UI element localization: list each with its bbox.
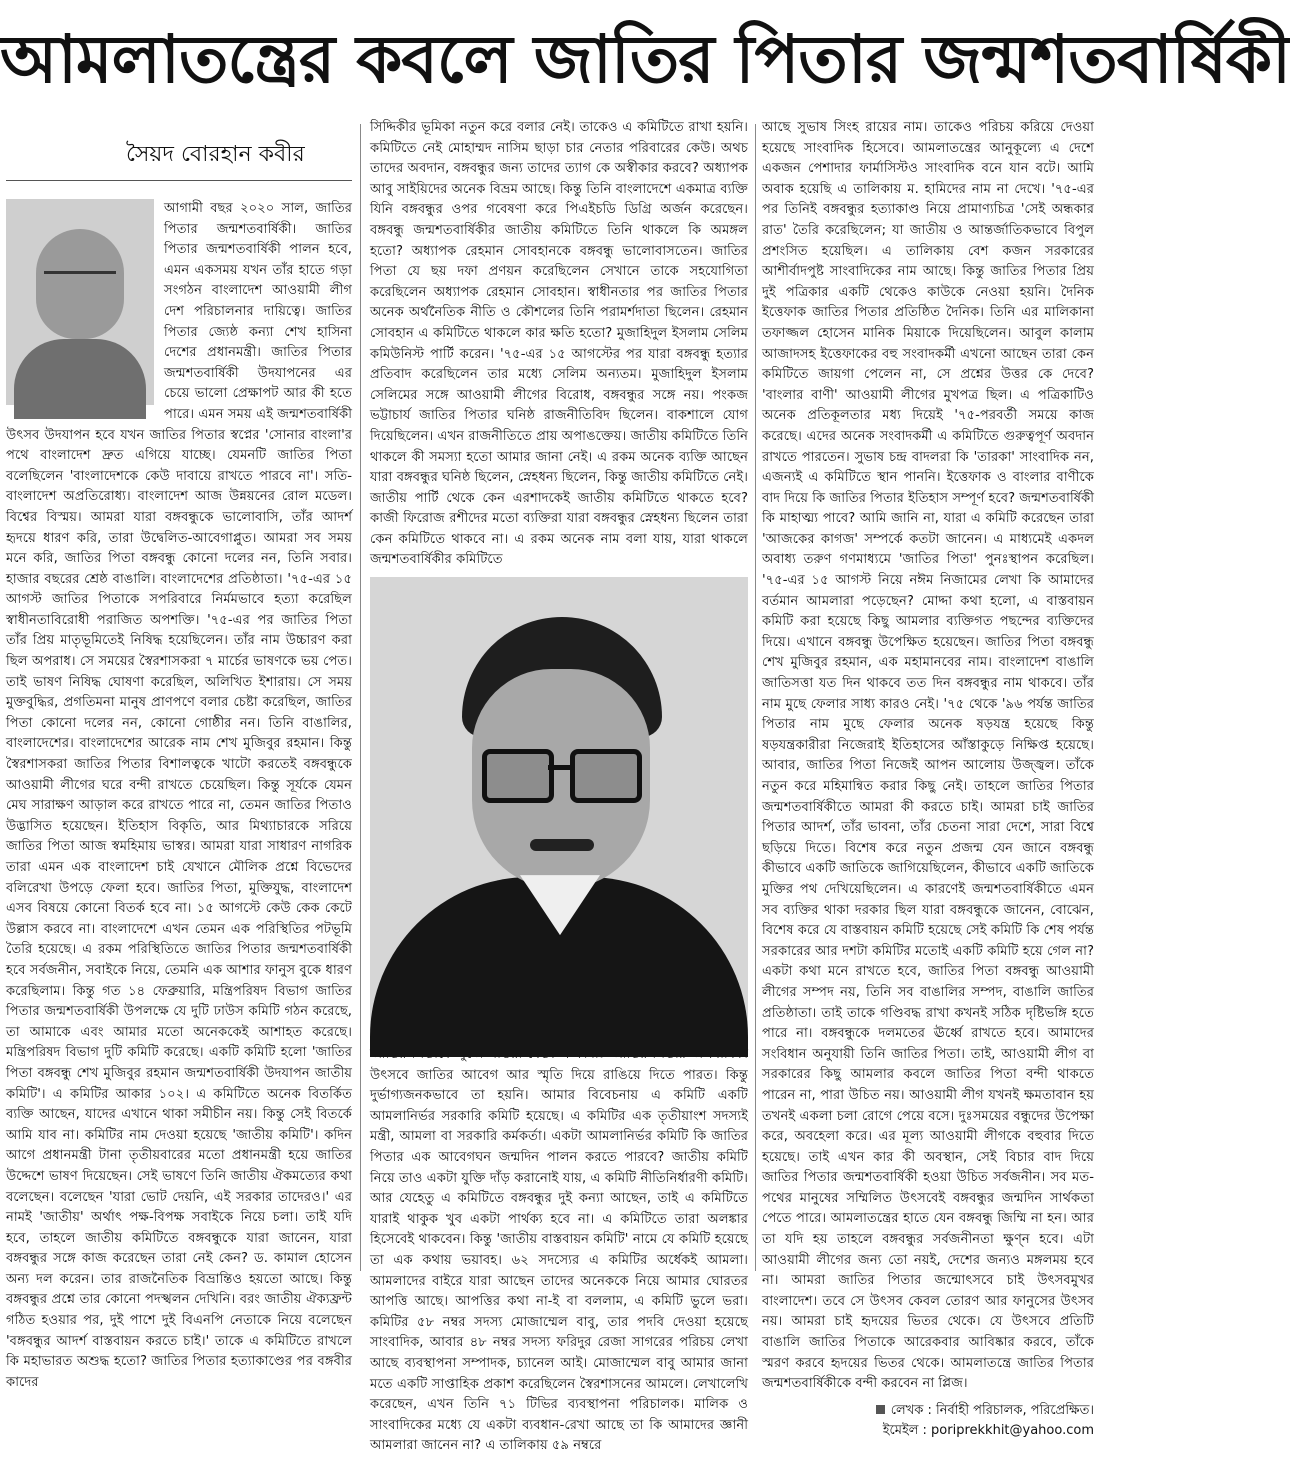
- author-designation: লেখক : নির্বাহী পরিচালক, পরিপ্রেক্ষিত।: [890, 1402, 1094, 1418]
- bangabandhu-photo: [370, 577, 748, 1037]
- author-photo: [6, 199, 154, 405]
- column-3: [762, 118, 1094, 1438]
- article-text: আগামী বছর ২০২০ সাল, জাতির পিতার জন্মশতবার্ষিকী। জাতির পিতার জন্মশতবার্ষিকী পালন হবে, এমন একসময় যখন তাঁর হাতে গড়া সংগঠন বাংলাদেশ আওয়ামী লীগ দেশ পরিচালনার দায়িত্বে। জাতির পিতার জ্যেষ্ঠ কন্যা শেখ হাসিনা দেশের প্রধানমন্ত্রী। জাতির পিতার জন্মশতবার্ষিকী উদযাপনের এর চেয়ে ভালো প্রেক্ষাপট আর কী হতে পারে। এমন সময় এই জন্মশতবার্ষিকী উৎসব উদযাপন হবে যখন জাতির পিতার স্বপ্নের 'সোনার বাংলা'র পথে বাংলাদেশ দ্রুত এগিয়ে যাচ্ছে। যেমনটি জাতির পিতা বলেছিলেন 'বাংলাদেশকে কেউ দাবায়ে রাখতে পারবে না'। সতি- বাংলাদেশ অপ্রতিরোধ্য। বাংলাদেশ আজ উন্নয়নের রোল মডেল। বিশ্বের বিস্ময়। আমরা যারা বঙ্গবন্ধুকে ভালোবাসি, তাঁর আদর্শ হৃদয়ে ধারণ করি, তারা উদ্বেলিত-আবেগাপ্লুত। আমরা সব সময় মনে করি, জাতির পিতা বঙ্গবন্ধু কোনো দলের নন, তিনি সবার। হাজার বছরের শ্রেষ্ঠ বাঙালি। বাংলাদেশের প্রতিষ্ঠাতা। '৭৫-এর ১৫ আগস্ট জাতির পিতাকে সপরিবারে নির্মমভাবে হত্যা করেছিল স্বাধীনতাবিরোধী পরাজিত অপশক্তি। '৭৫-এর পর জাতির পিতা তাঁর প্রিয় মাতৃভূমিতেই নিষিদ্ধ হয়েছিলেন। তাঁর নাম উচ্চারণ করা ছিল অপরাধ। সে সময়ের স্বৈরশাসকরা ৭ মার্চের ভাষণকে ভয় পেত। তাই ভাষণ নিষিদ্ধ ঘোষণা করেছিল, অলিখিত ইশারায়। সে সময় মুক্তবুদ্ধির, প্রগতিমনা মানুষ প্রাণপণে বলার চেষ্টা করেছিল, জাতির পিতা কোনো দলের নন, কোনো গোষ্ঠীর নন। তিনি বাঙালির, বাংলাদেশের। বাংলাদেশের আরেক নাম শেখ মুজিবুর রহমান। কিন্তু স্বৈরশাসকরা জাতির পিতার বিশালত্বকে খাটো করতেই বঙ্গবন্ধুকে আওয়ামী লীগের ঘরে বন্দী রাখতে চেয়েছিল। কিন্তু সূর্যকে যেমন মেঘ সারাক্ষণ আড়াল করে রাখতে পারে না, তেমন জাতির পিতাও উদ্ভাসিত হয়েছেন। ইতিহাস বিকৃতি, আর মিথ্যাচারকে সরিয়ে জাতির পিতা আজ স্বমহিমায় ভাস্বর। আমরা যারা সাধারণ নাগরিক তারা এমন এক বাংলাদেশ চাই যেখানে মৌলিক প্রশ্নে বিভেদের বলিরেখা উপড়ে ফেলা হবে। জাতির পিতা, মুক্তিযুদ্ধ, বাংলাদেশ এসব বিষয়ে কোনো বিতর্ক হবে না। ১৫ আগস্টে কেউ কেক কেটে উল্লাস করবে না। বাংলাদেশে এখন তেমন এক পরিস্থিতির পটভূমি তৈরি হয়েছে। এ রকম পরিস্থিতিতে জাতির পিতার জন্মশতবার্ষিকী হবে সর্বজনীন, সবাইকে নিয়ে, তেমনি এক আশার ফানুস বুকে ধারণ করেছিলাম। কিন্তু গত ১৪ ফেব্রুয়ারি, মন্ত্রিপরিষদ বিভাগ জাতির পিতার জন্মশতবার্ষিকী উপলক্ষে যে দুটি ঢাউস কমিটি গঠন করেছে, তা আমাকে এবং আমার মতো অনেককেই আশাহত করেছে। মন্ত্রিপরিষদ বিভাগ দুটি কমিটি করেছে। একটি কমিটি হলো 'জাতির পিতা বঙ্গবন্ধু শেখ মুজিবুর রহমান জন্মশতবার্ষিকী উদযাপন জাতীয় কমিটি'। এ কমিটির আকার ১০২। এ কমিটিতে অনেক বিতর্কিত ব্যক্তি আছেন, যাদের এখানে থাকা সমীচীন নয়। কিন্তু সেই বিতর্কে আমি যাব না। কমিটির নাম দেওয়া হয়েছে 'জাতীয় কমিটি'। কদিন আগে প্রধানমন্ত্রী টানা তৃতীয়বারের মতো প্রধানমন্ত্রী হয়ে জাতির উদ্দেশে ভাষণ দিয়েছেন। সেই ভাষণে তিনি জাতীয় ঐকমত্যের কথা বলেছেন। বলেছেন 'যারা ভোট দেয়নি, এই সরকার তাদেরও।' এর নামই 'জাতীয়' অর্থাৎ পক্ষ-বিপক্ষ সবাইকে নিয়ে চলা। তাই যদি হবে, তাহলে জাতীয় কমিটিতে বঙ্গবন্ধুকে যারা জানেন, যারা বঙ্গবন্ধুর সঙ্গে কাজ করেছেন তারা নেই কেন? ড. কামাল হোসেন অন্য দল করেন। তার রাজনৈতিক বিভ্রান্তিও হয়তো আছে। কিন্তু বঙ্গবন্ধুর প্রশ্নে তার কোনো পদস্খলন দেখিনি। বরং জাতীয় ঐক্যফ্রন্ট গঠিত হওয়ার পর, দুই পাশে দুই বিএনপি নেতাকে নিয়ে বলেছেন 'বঙ্গবন্ধুর আদর্শ বাস্তবায়ন করতে চাই।' তাকে এ কমিটিতে রাখলে কি মহাভারত অশুদ্ধ হতো? জাতির পিতার হত্যাকাণ্ডের পর বঙ্গবীর কাদের: [6, 201, 352, 1390]
- byline: সৈয়দ বোরহান কবীর: [6, 118, 352, 181]
- column-rule: [755, 124, 756, 1271]
- author-email: ইমেইল : poriprekkhit@yahoo.com: [882, 1422, 1094, 1438]
- column-rule: [360, 124, 361, 1271]
- article-text: সিদ্দিকীর ভূমিকা নতুন করে বলার নেই। তাকেও এ কমিটিতে রাখা হয়নি। কমিটিতে নেই মোহাম্মদ নাসিম ছাড়া চার নেতার পরিবারের কেউ। অথচ তাদের অবদান, বঙ্গবন্ধুর জন্য তাদের ত্যাগ কে অস্বীকার করবে? অধ্যাপক আবু সাইয়িদের অনেক বিভ্রম আছে। কিন্তু তিনি বাংলাদেশে একমাত্র ব্যক্তি যিনি বঙ্গবন্ধুর ওপর গবেষণা করে পিএইচডি ডিগ্রি অর্জন করেছেন। বঙ্গবন্ধু জন্মশতবার্ষিকীর জাতীয় কমিটিতে তিনি থাকলে কি অমঙ্গল হতো? অধ্যাপক রেহমান সোবহানকে বঙ্গবন্ধু ভালোবাসতেন। জাতির পিতা যে ছয় দফা প্রণয়ন করেছিলেন সেখানে তাকে সহযোগিতা করেছিলেন অধ্যাপক রেহমান সোবহান। স্বাধীনতার পর জাতির পিতার অনেক অর্থনৈতিক নীতি ও কৌশলের তিনি পরামর্শদাতা ছিলেন। রেহমান সোবহান এ কমিটিতে থাকলে কার ক্ষতি হতো? মুজাহিদুল ইসলাম সেলিম কমিউনিস্ট পার্টি করেন। '৭৫-এর ১৫ আগস্টের পর যারা বঙ্গবন্ধু হত্যার প্রতিবাদ করেছিলেন তার মধ্যে সেলিম অন্যতম। মুজাহিদুল ইসলাম সেলিমের সঙ্গে আওয়ামী লীগের বিরোধ, বঙ্গবন্ধুর সঙ্গে নয়। পংকজ ভট্টাচার্য জাতির পিতার ঘনিষ্ঠ রাজনীতিবিদ ছিলেন। বাকশালে যোগ দিয়েছিলেন। এখন রাজনীতিতে প্রায় অপাঙক্তেয়। জাতীয় কমিটিতে তিনি থাকলে কী সমস্যা হতো আমার জানা নেই। এ রকম অনেক ব্যক্তি আছেন যারা বঙ্গবন্ধুর ঘনিষ্ঠ ছিলেন, স্নেহধন্য ছিলেন, কিন্তু জাতীয় কমিটিতে নেই। জাতীয় পার্টি থেকে কেন এরশাদকেই জাতীয় কমিটিতে থাকতে হবে? কাজী ফিরোজ রশীদের মতো ব্যক্তিরা যারা বঙ্গবন্ধুর স্নেহধন্য ছিলেন তারা কেন কমিটিতে থাকবে না। এ রকম অনেক নাম বলা যায়, যারা থাকলে জন্মশতবার্ষিকীর কমিটিতে: [370, 120, 748, 568]
- bullet-square-icon: [876, 1405, 885, 1414]
- author-footer: [762, 1401, 1094, 1441]
- column-2: [370, 118, 748, 1454]
- article-text: আছে সুভাষ সিংহ রায়ের নাম। তাকেও পরিচয় করিয়ে দেওয়া হয়েছে সাংবাদিক হিসেবে। আমলাতন্ত্রের আনুকূল্যে এ দেশে একজন পেশাদার ফার্মাসিস্টও সাংবাদিক বনে যান বটে। আমি অবাক হয়েছি এ তালিকায় ম. হামিদের নাম না দেখে। '৭৫-এর পর তিনিই বঙ্গবন্ধুর হত্যাকাণ্ড নিয়ে প্রামাণ্যচিত্র 'সেই অন্ধকার রাত' তৈরি করেছিলেন; যা জাতীয় ও আন্তর্জাতিকভাবে বিপুল প্রশংসিত হয়েছিল। এ তালিকায় বেশ কজন সরকারের আশীর্বাদপুষ্ট সাংবাদিকের নাম আছে। কিন্তু জাতির পিতার প্রিয় দুই পত্রিকার একটি থেকেও কাউকে নেওয়া হয়নি। দৈনিক ইত্তেফাক জাতির পিতার প্রতিষ্ঠিত দৈনিক। তিনি এর মালিকানা তফাজ্জল হোসেন মানিক মিয়াকে দিয়েছিলেন। আবুল কালাম আজাদসহ ইত্তেফাকের বহু সংবাদকর্মী এখনো আছেন তারা কেন কমিটিতে জায়গা পেলেন না, সে প্রশ্নের উত্তর কে দেবে? 'বাংলার বাণী' আওয়ামী লীগের মুখপত্র ছিল। এ পত্রিকাটিও অনেক প্রতিকূলতার মধ্য দিয়েই '৭৫-পরবর্তী সময়ে কাজ করেছে। এদের অনেক সংবাদকর্মী এ কমিটিতে গুরুত্বপূর্ণ অবদান রাখতে পারতেন। সুভাষ চন্দ্র বাদলরা কি 'তারকা' সাংবাদিক নন, এজন্যই এ কমিটিতে স্থান পাননি। ইত্তেফাক ও বাংলার বাণীকে বাদ দিয়ে কি জাতির পিতার ইতিহাস সম্পূর্ণ হবে? জন্মশতবার্ষিকী কি মাহাত্ম্য পাবে? আমি জানি না, যারা এ কমিটি করেছেন তারা 'আজকের কাগজ' সম্পর্কে কতটা জানেন। এ মাধ্যমেই একদল অবাধ্য তরুণ গণমাধ্যমে 'জাতির পিতা' পুনঃস্থাপন করেছিল। '৭৫-এর ১৫ আগস্ট নিয়ে নঈম নিজামের লেখা কি আমাদের বর্তমান আমলারা পড়েছেন? মোদ্দা কথা হলো, এ বাস্তবায়ন কমিটি করা হয়েছে কিছু আমলার ব্যক্তিগত পছন্দের ব্যক্তিদের দিয়ে। এখানে বঙ্গবন্ধু উপেক্ষিত হয়েছেন। জাতির পিতা বঙ্গবন্ধু শেখ মুজিবুর রহমান, এক মহামানবের নাম। বাংলাদেশ বাঙালি জাতিসত্তা যত দিন থাকবে তত দিন বঙ্গবন্ধুর নাম থাকবে। তাঁর নাম মুছে ফেলার সাধ্য কারও নেই। '৭৫ থেকে '৯৬ পর্যন্ত জাতির পিতার নাম মুছে ফেলার অনেক ষড়যন্ত্র হয়েছে কিন্তু ষড়যন্ত্রকারীরা নিজেরাই ইতিহাসের আঁস্তাকুড়ে নিক্ষিপ্ত হয়েছে। আবার, জাতির পিতা নিজেই আপন আলোয় উজ্জ্বল। তাঁকে নতুন করে মহিমান্বিত করার কিছু নেই। তাহলে জাতির পিতার জন্মশতবার্ষিকীতে আমরা কী করতে চাই। আমরা চাই জাতির পিতার আদর্শ, তাঁর ভাবনা, তাঁর চেতনা সারা দেশে, সারা বিশ্বে ছড়িয়ে দিতে। বিশেষ করে নতুন প্রজন্ম যেন জানে বঙ্গবন্ধু কীভাবে একটি জাতিকে জাগিয়েছিলেন, কীভাবে একটি জাতিকে মুক্তির পথ দেখিয়েছিলেন। এ কারণেই জন্মশতবার্ষিকীতে এমন সব ব্যক্তির থাকা দরকার ছিল যারা বঙ্গবন্ধুকে জানেন, বোঝেন, বিশেষ করে যে বাস্তবায়ন কমিটি হয়েছে সেই কমিটি কি শেষ পর্যন্ত সরকারের আর দশটা কমিটির মতোই একটি কমিটি হয়ে গেল না? একটা কথা মনে রাখতে হবে, জাতির পিতা বঙ্গবন্ধু আওয়ামী লীগের সম্পদ নয়, তিনি সব বাঙালির সম্পদ, বাঙালি জাতির প্রতিষ্ঠাতা। তাই তাকে গণ্ডিবদ্ধ রাখা কখনই সঠিক দৃষ্টিভঙ্গি হতে পারে না। বঙ্গবন্ধুকে দলমতের ঊর্ধ্বে রাখতে হবে। আমাদের সংবিধান অনুযায়ী তিনি জাতির পিতা। তাই, আওয়ামী লীগ বা সরকারের কিছু আমলার কবলে জাতির পিতা বন্দী থাকতে পারেন না, পারা উচিত নয়। আওয়ামী লীগ যখনই ক্ষমতাবান হয় তখনই একলা চলা রোগে পেয়ে বসে। দুঃসময়ের বন্ধুদের উপেক্ষা করে, অবহেলা করে। এর মূল্য আওয়ামী লীগকে বহুবার দিতে হয়েছে। তাই এখন কার কী অবস্থান, সেই বিচার বাদ দিয়ে জাতির পিতার জন্মশতবার্ষিকী হওয়া উচিত সর্বজনীন। সব মত-পথের মানুষের সম্মিলিত উৎসবেই বঙ্গবন্ধুর জন্মদিন সার্থকতা পেতে পারে। আমলাতন্ত্রের হাতে যেন বঙ্গবন্ধু জিম্মি না হন। আর তা যদি হয় তাহলে বঙ্গবন্ধুর সর্বজনীনতা ক্ষুণ্ন হবে। এটা আওয়ামী লীগের জন্য তো নয়ই, দেশের জন্যও মঙ্গলময় হবে না। আমরা জাতির পিতার জন্মোৎসবে চাই উৎসবমুখর বাংলাদেশ। তবে সে উৎসব কেবল তোরণ আর ফানুসের উৎসব নয়। আমরা চাই হৃদয়ের ভিতর থেকে। যে উৎসবে প্রতিটি বাঙালি জাতির পিতাকে আরেকবার আবিষ্কার করবে, তাঁকে স্মরণ করবে হৃদয়ের ভিতর থেকে। আমলাতন্ত্রে জাতির পিতার জন্মশতবার্ষিকীকে বন্দী করবেন না প্লিজ।: [762, 120, 1094, 1392]
- column-1: [6, 118, 352, 1390]
- headline: আমলাতন্ত্রের কবলে জাতির পিতার জন্মশতবার্ষিকী: [0, 21, 1290, 98]
- article-text: উৎসবে জাতির আবেগ আর স্মৃতি দিয়ে রাঙিয়ে দিতে পারত। কিন্তু দুর্ভাগ্যজনকভাবে তা হয়নি। আমার বিবেচনায় এ কমিটি একটি আমলানির্ভর সরকারি কমিটি হয়েছে। এ কমিটির এক তৃতীয়াংশ সদস্যই মন্ত্রী, আমলা বা সরকারি কর্মকর্তা। একটা আমলানির্ভর কমিটি কি জাতির পিতার এক আবেগঘন জন্মদিন পালন করতে পারবে? জাতীয় কমিটি নিয়ে তাও একটা যুক্তি দাঁড় করানোই যায়, এ কমিটি নীতিনির্ধারণী কমিটি। আর যেহেতু এ কমিটিতে বঙ্গবন্ধুর দুই কন্যা আছেন, তাই এ কমিটিতে যারাই থাকুক খুব একটা পার্থক্য হবে না। এ কমিটিতে তারা অলঙ্কার হিসেবেই থাকবেন। কিন্তু 'জাতীয় বাস্তবায়ন কমিটি' নামে যে কমিটি হয়েছে তা এক কথায় ভয়াবহ। ৬২ সদস্যের এ কমিটির অর্ধেকই আমলা। আমলাদের বাইরে যারা আছেন তাদের অনেককে নিয়ে আমার ঘোরতর আপত্তি আছে। আপত্তির কথা না-ই বা বললাম, এ কমিটি ভুলে ভরা। কমিটির ৫৮ নম্বর সদস্য মোজাম্মেল বাবু, তার পদবি দেওয়া হয়েছে সাংবাদিক, আবার ৪৮ নম্বর সদস্য ফরিদুর রেজা সাগরের পরিচয় লেখা আছে ব্যবস্থাপনা সম্পাদক, চ্যানেল আই। মোজাম্মেল বাবু আমার জানা মতে একটি সাপ্তাহিক প্রকাশ করেছিলেন স্বৈরশাসনের আমলে। লেখালেখি করেছেন, এখন তিনি ৭১ টিভির ব্যবস্থাপনা পরিচালক। মালিক ও সাংবাদিকের মধ্যে যে একটা ব্যবধান-রেখা আছে তা কি আমাদের জ্ঞানী আমলারা জানেন না? এ তালিকায় ৫৯ নম্বরে: [370, 1067, 748, 1454]
